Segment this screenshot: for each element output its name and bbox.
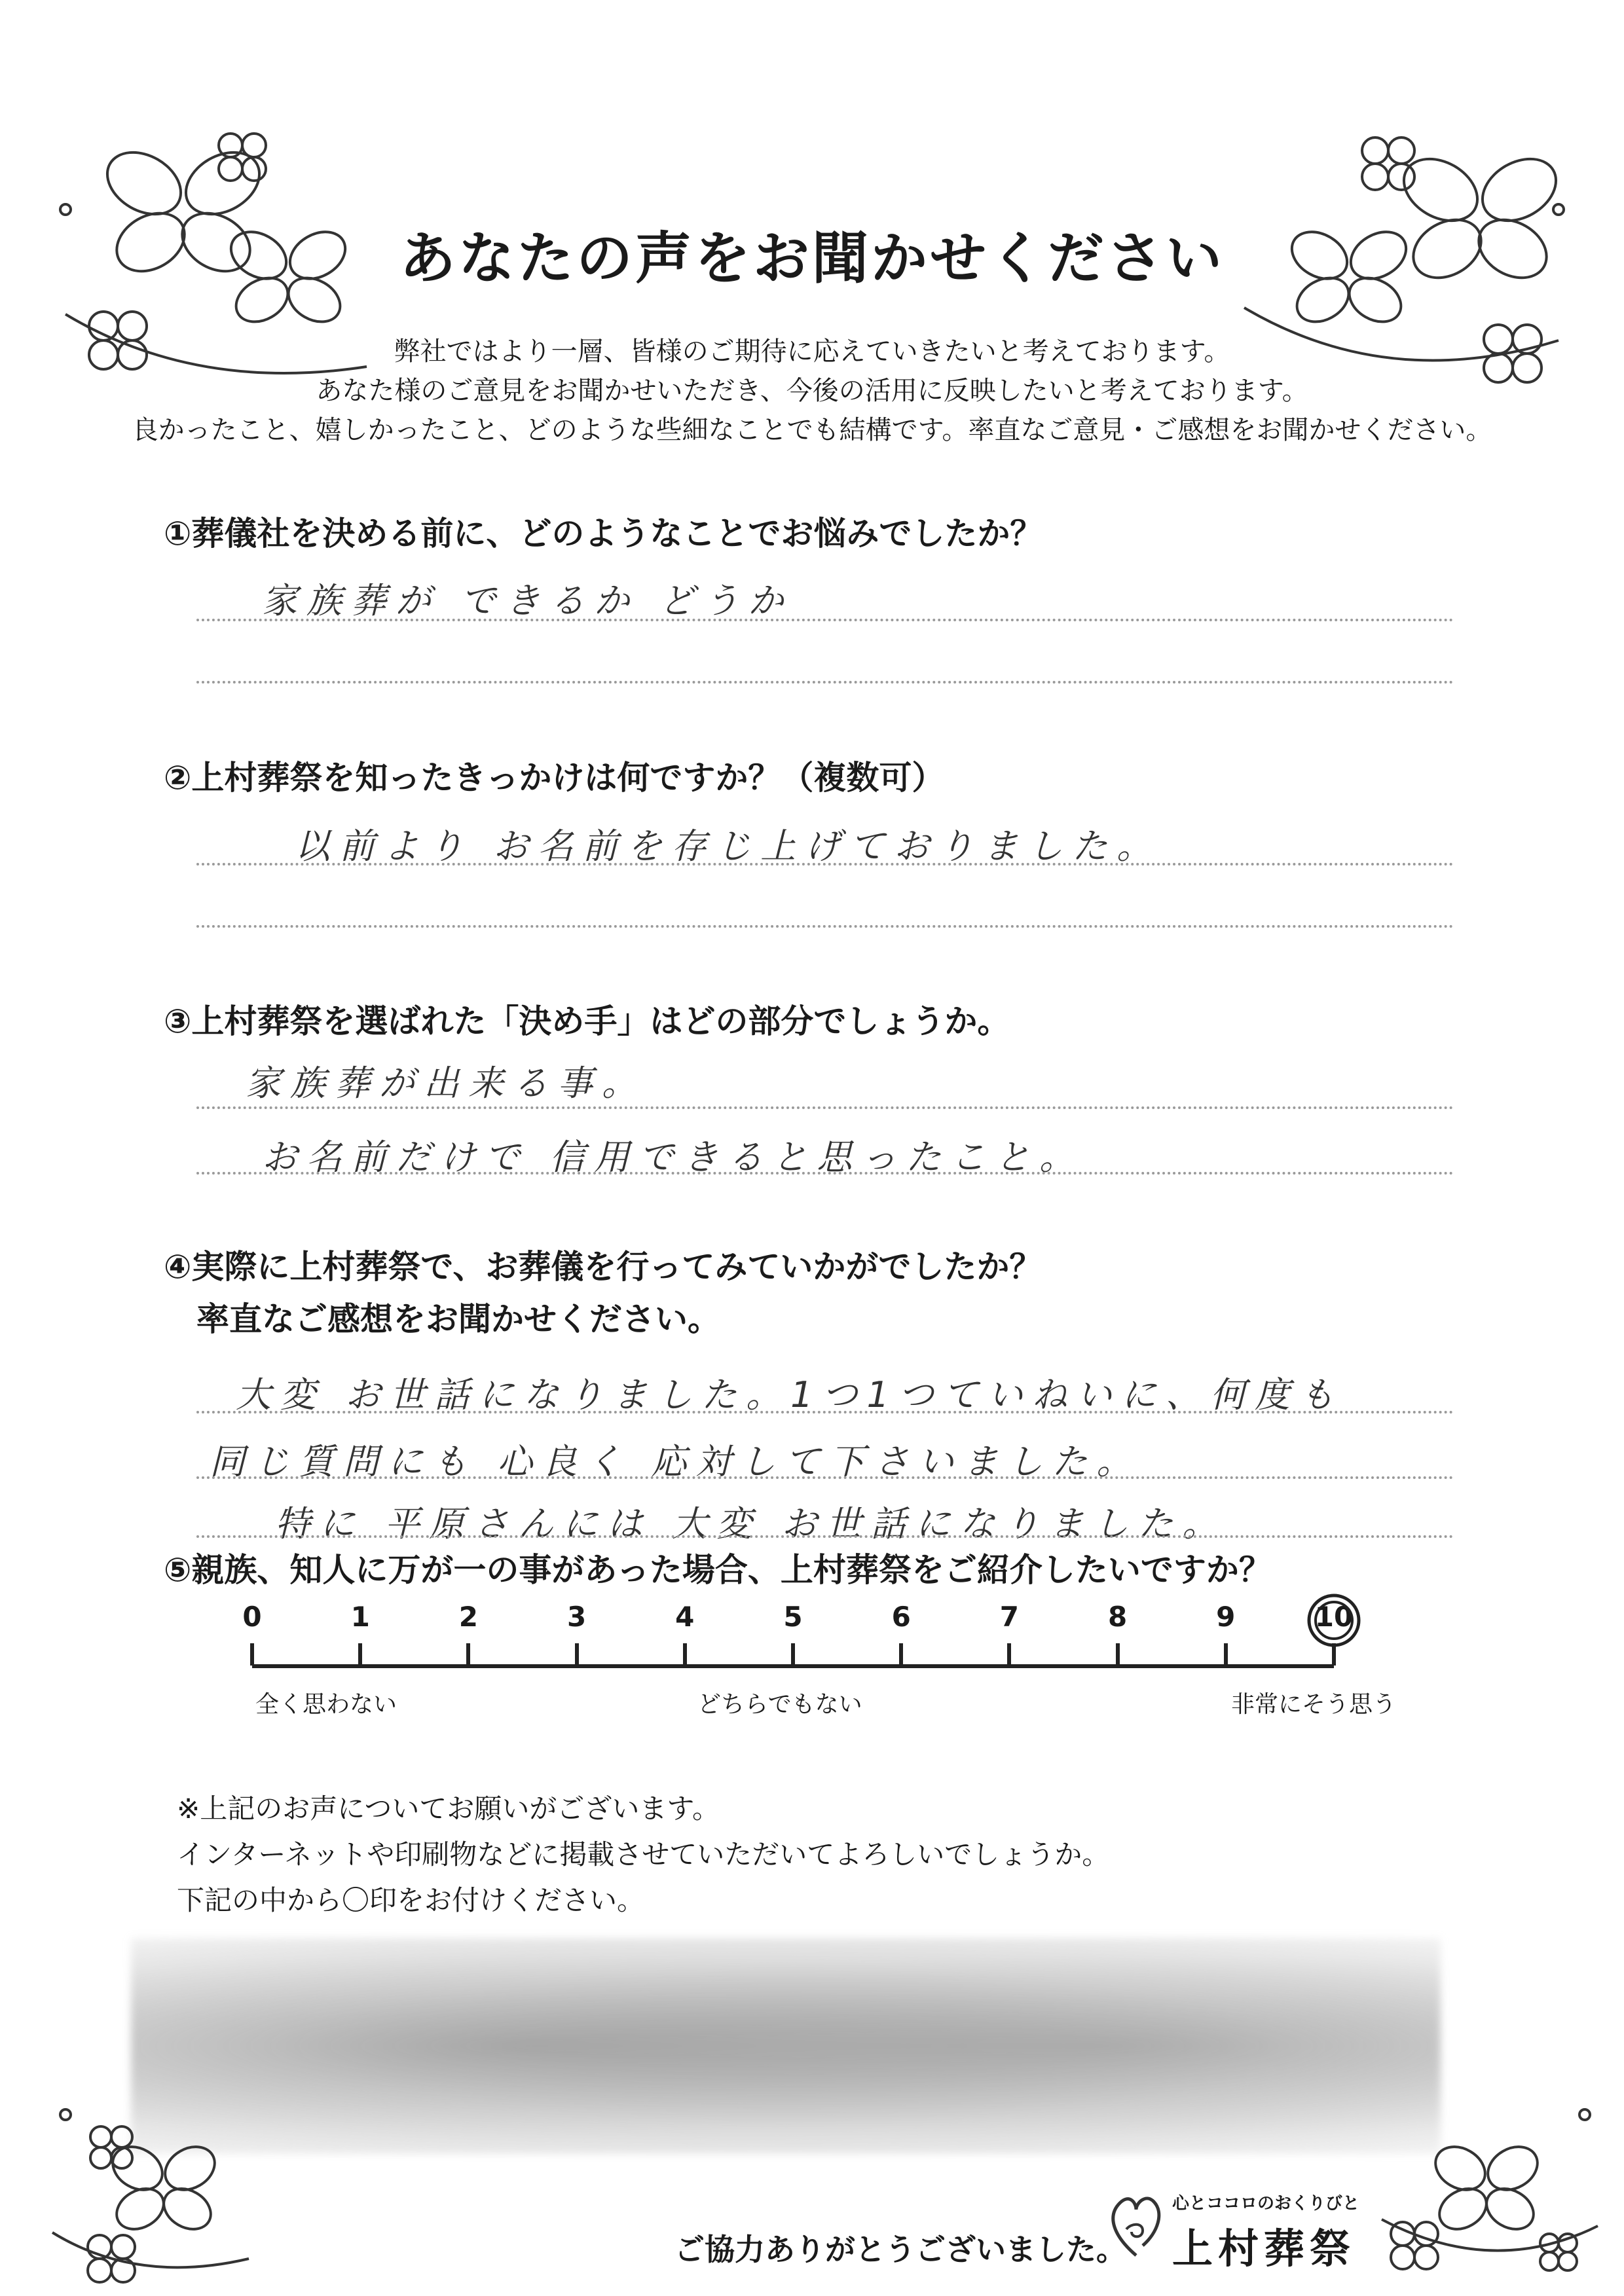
- logo-name: 上村葬祭: [1172, 2225, 1356, 2272]
- logo-tagline: 心とココロのおくりびと: [1172, 2194, 1360, 2214]
- question-4-label-line-2: 率直なご感想をお聞かせください。: [196, 1300, 720, 1338]
- scale-tick-0: [250, 1643, 254, 1666]
- question-5-label: ⑤親族、知人に万が一の事があった場合、上村葬祭をご紹介したいですか？: [164, 1551, 1272, 1589]
- answer-line: [196, 925, 1454, 928]
- intro-line-1: 弊社ではより一層、皆様のご期待に応えていきたいと考えております。: [394, 337, 1230, 367]
- answer-line: [196, 1106, 1454, 1109]
- clover-decoration-bottom-right: [1362, 2088, 1611, 2296]
- intro-line-3: 良かったこと、嬉しかったこと、どのような些細なことでも結構です。率直なご意見・ご感想をお聞かせください。: [132, 415, 1492, 445]
- redacted-area: [131, 1938, 1441, 2154]
- scale-tick-6: [899, 1643, 903, 1666]
- scale-number-0: 0: [242, 1601, 262, 1633]
- scale-number-7: 7: [999, 1601, 1019, 1633]
- note-line-3: 下記の中から〇印をお付けください。: [177, 1884, 645, 1916]
- scale-tick-8: [1116, 1643, 1120, 1666]
- scale-number-10: 10: [1314, 1601, 1354, 1633]
- scale-tick-5: [791, 1643, 795, 1666]
- question-4-answer-line-3: 特に 平原さんには 大変 お世話になりました。: [275, 1503, 1227, 1544]
- question-4-label: ④実際に上村葬祭で、お葬儀を行ってみていかがでしたか？: [164, 1248, 1043, 1286]
- question-3-label: ③上村葬祭を選ばれた「決め手」はどの部分でしょうか。: [164, 1002, 1010, 1040]
- question-1-label: ①葬儀社を決める前に、どのようなことでお悩みでしたか？: [164, 515, 1043, 553]
- answer-line: [196, 681, 1454, 683]
- scale-tick-2: [466, 1643, 470, 1666]
- scale-number-2: 2: [458, 1601, 478, 1633]
- scale-number-8: 8: [1107, 1601, 1128, 1633]
- scale-number-1: 1: [350, 1601, 370, 1633]
- scale-label-low: 全く思わない: [255, 1691, 397, 1718]
- scale-tick-1: [358, 1643, 362, 1666]
- scale-label-high: 非常にそう思う: [1231, 1691, 1397, 1718]
- scale-number-4: 4: [675, 1601, 695, 1633]
- answer-line: [196, 1476, 1454, 1479]
- scale-number-6: 6: [891, 1601, 911, 1633]
- scale-number-9: 9: [1216, 1601, 1236, 1633]
- thanks-message: ご協力ありがとうございました。: [674, 2232, 1126, 2267]
- scale-number-5: 5: [783, 1601, 803, 1633]
- answer-line: [196, 619, 1454, 621]
- scale-tick-3: [575, 1643, 579, 1666]
- clover-decoration-bottom-left: [39, 2088, 275, 2296]
- scale-tick-4: [683, 1643, 687, 1666]
- page-title: あなたの声をお聞かせください: [399, 226, 1225, 291]
- answer-line: [196, 863, 1454, 866]
- selected-rating-circle: [1304, 1591, 1363, 1650]
- answer-line: [196, 1535, 1454, 1538]
- question-3-answer-line-2: お名前だけで 信用できると思ったこと。: [262, 1137, 1084, 1178]
- scale-tick-9: [1224, 1643, 1228, 1666]
- question-3-answer-line-1: 家族葬が出来る事。: [246, 1063, 646, 1104]
- note-line-2: インターネットや印刷物などに掲載させていただいてよろしいでしょうか。: [177, 1838, 1110, 1870]
- note-line-1: ※上記のお声についてお願いがございます。: [177, 1793, 720, 1825]
- question-4-answer-line-2: 同じ質問にも 心良く 応対して下さいました。: [210, 1441, 1141, 1482]
- intro-line-2: あなた様のご意見をお聞かせいただき、今後の活用に反映したいと考えております。: [316, 376, 1308, 406]
- question-4-answer-line-1: 大変 お世話になりました。1つ1つていねいに、何度も: [236, 1374, 1344, 1415]
- question-2-label: ②上村葬祭を知ったきっかけは何ですか？（複数可）: [164, 759, 945, 797]
- scale-label-mid: どちらでもない: [697, 1691, 862, 1718]
- heart-logo-icon: [1107, 2190, 1166, 2262]
- answer-line: [196, 1411, 1454, 1413]
- answer-line: [196, 1172, 1454, 1175]
- question-1-answer-line-1: 家族葬が できるか どうか: [262, 580, 793, 621]
- question-2-answer-line-1: 以前より お名前を存じ上げておりました。: [295, 826, 1162, 867]
- scale-tick-7: [1007, 1643, 1011, 1666]
- scale-number-3: 3: [566, 1601, 587, 1633]
